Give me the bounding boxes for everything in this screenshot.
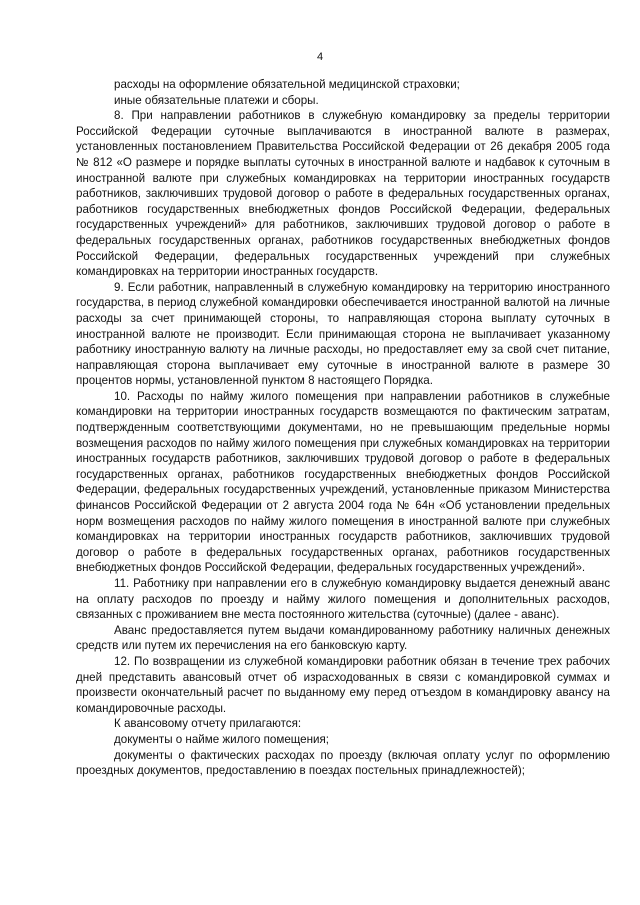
page-number: 4 bbox=[316, 51, 324, 63]
paragraph-travel-documents: документы о фактических расходах по проезду (включая оплату услуг по оформлению проездных документов, предоставлению в поездах постельных принадлежностей); bbox=[76, 748, 610, 778]
paragraph-other-fees: иные обязательные платежи и сборы. bbox=[114, 93, 319, 107]
paragraph-item-12: 12. По возвращении из служебной командировки работник обязан в течение трех рабочих дней представить авансовый отчет об израсходованных в связи с командировкой суммах и произвести окончательный расчет по выданному ему перед отъездом в командировку авансу на командировочные расходы. bbox=[76, 654, 610, 715]
paragraph-housing-documents: документы о найме жилого помещения; bbox=[114, 732, 329, 746]
document-body bbox=[76, 77, 610, 779]
paragraph-item-11: 11. Работнику при направлении его в служебную командировку выдается денежный аванс на оплату расходов по проезду и найму жилого помещения и дополнительных расходов, связанных с проживанием вне места постоянного жительства (суточные) (далее - аванс). bbox=[76, 577, 610, 622]
paragraph-attachments-intro: К авансовому отчету прилагаются: bbox=[114, 717, 302, 731]
paragraph-item-8: 8. При направлении работников в служебную командировку за пределы территории Российской Федерации суточные выплачиваются в иностранной валюте в размерах, установленных постановлением Правительства Российской Федерации от 26 декабря 2005 года № 812 «О размере и порядке выплаты суточных в иностранной валюте и надбавок к суточным в иностранной валюте при служебных командировках на территории иностранных государств работников, заключивших трудовой договор о работе в федеральных государственных органах, работников государственных внебюджетных фондов Российской Федерации, федеральных государственных учреждений» для работников, заключивших трудовой договор о работе в федеральных государственных органах, работников государственных внебюджетных фондов Российской Федерации, федеральных государственных учреждений при служебных командировках на территории иностранных государств. bbox=[76, 109, 610, 279]
paragraph-item-9: 9. Если работник, направленный в служебную командировку на территорию иностранного государства, в период служебной командировки обеспечивается иностранной валютой на личные расходы за счет принимающей стороны, то направляющая сторона выплату суточных в иностранной валюте не производит. Если принимающая сторона не выплачивает указанному работнику иностранную валюту на личные расходы, но предоставляет ему за свой счет питание, направляющая сторона выплачивает ему суточные в иностранной валюте в размере 30 процентов нормы, установленной пунктом 8 настоящего Порядка. bbox=[76, 280, 610, 388]
paragraph-insurance-expenses: расходы на оформление обязательной медицинской страховки; bbox=[114, 78, 460, 91]
paragraph-advance-payment: Аванс предоставляется путем выдачи командированному работнику наличных денежных средств или путем их перечисления на его банковскую карту. bbox=[76, 623, 610, 653]
paragraph-item-10: 10. Расходы по найму жилого помещения при направлении работников в служебные командировки на территории иностранных государств возмещаются по фактическим затратам, подтвержденным соответствующими документами, но не превышающим предельные нормы возмещения расходов по найму жилого помещения при служебных командировках на территории иностранных государств работников, заключивших трудовой договор о работе в федеральных государственных органах, работников государственных внебюджетных фондов Российской Федерации, федеральных государственных учреждений, установленные приказом Министерства финансов Российской Федерации от 2 августа 2004 года № 64н «Об установлении предельных норм возмещения расходов по найму жилого помещения в иностранной валюте при служебных командировках на территории иностранных государств работников, заключивших трудовой договор о работе в федеральных государственных органах, работников государственных внебюджетных фондов Российской Федерации, федеральных государственных учреждений». bbox=[76, 389, 610, 575]
